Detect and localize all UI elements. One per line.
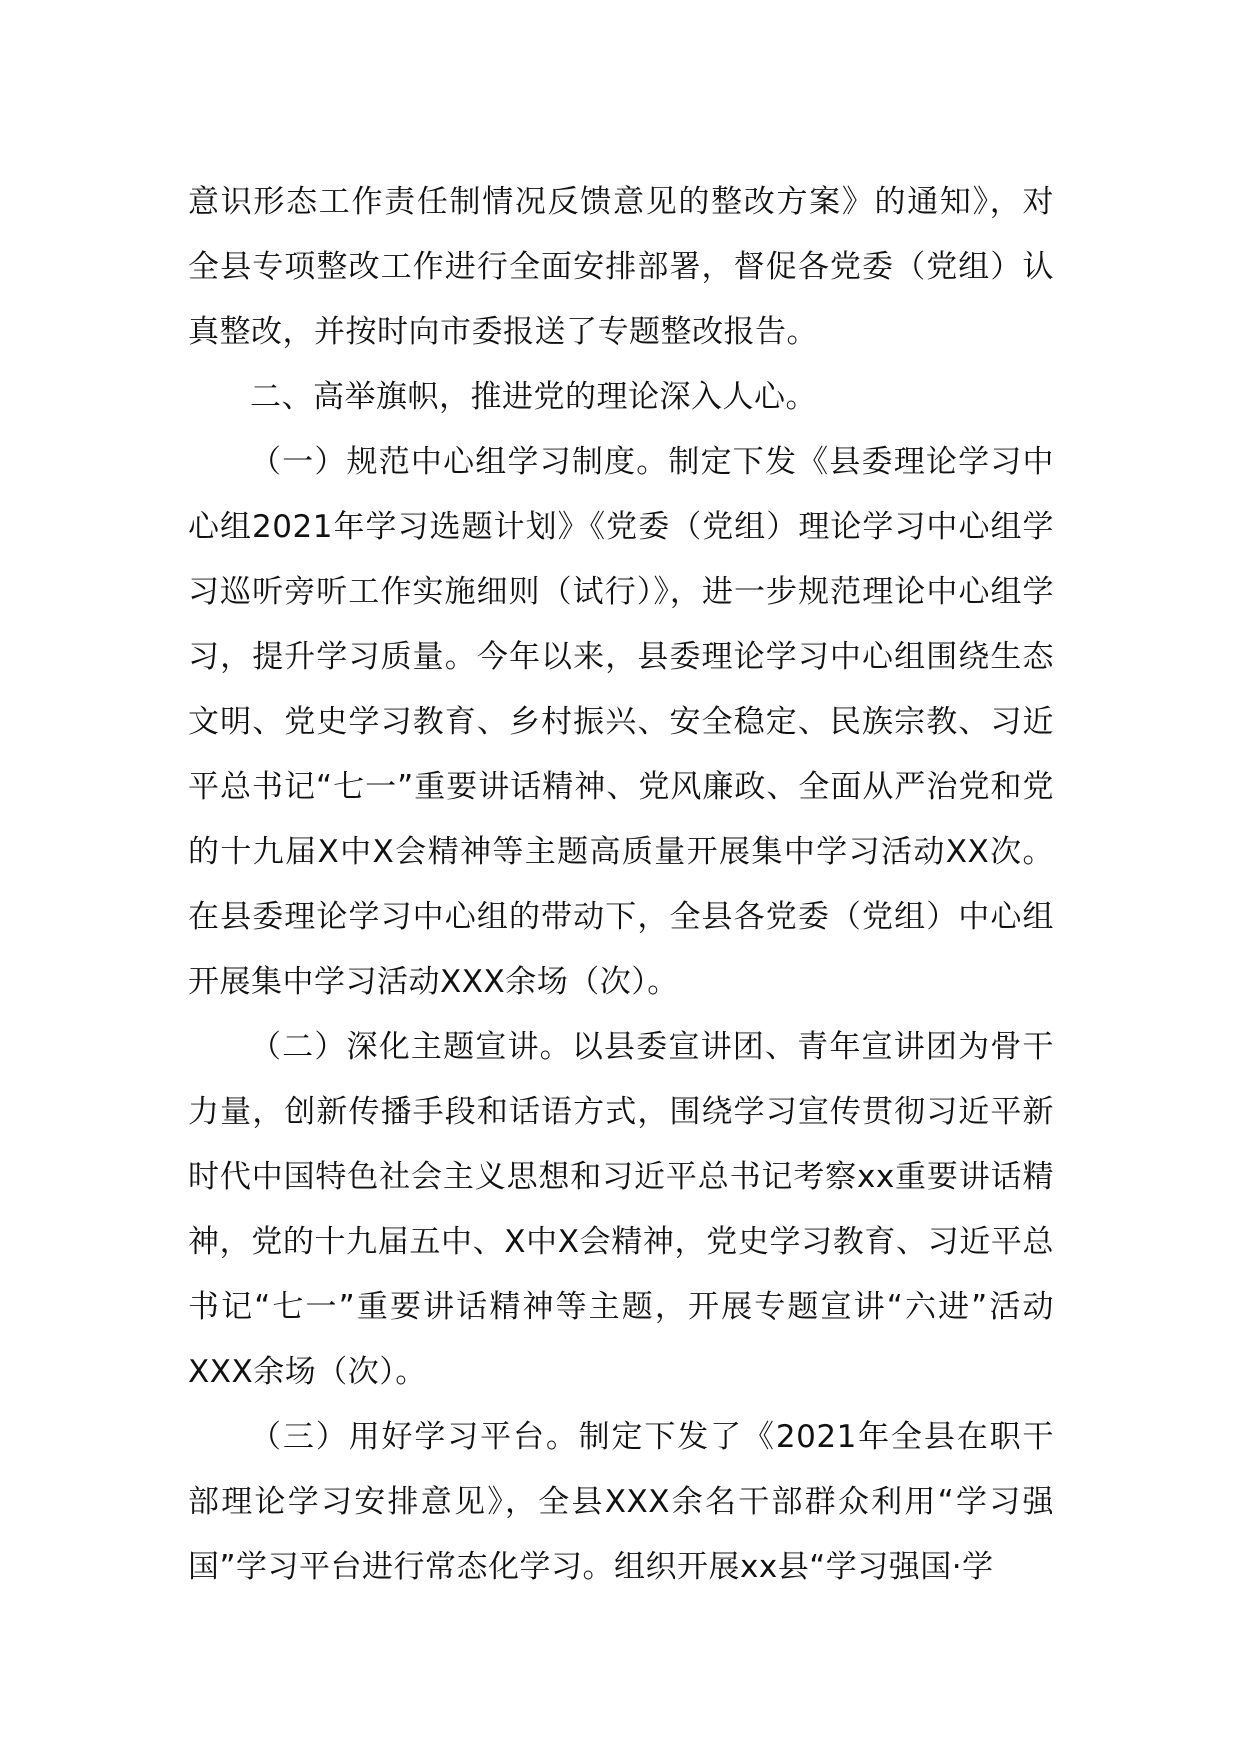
document-body (188, 170, 1054, 1600)
paragraph-study-system: （一）规范中心组学习制度。制定下发《县委理论学习中心组2021年学习选题计划》《党委（党组）理论学习中心组学习巡听旁听工作实施细则（试行）》，进一步规范理论中心组学习，提升学习质量。今年以来，县委理论学习中心组围绕生态文明、党史学习教育、乡村振兴、安全稳定、民族宗教、习近平总书记“七一”重要讲话精神、党风廉政、全面从严治党和党的十九届X中X会精神等主题高质量开展集中学习活动XX次。在县委理论学习中心组的带动下，全县各党委（党组）中心组开展集中学习活动XXX余场（次）。 (188, 444, 1054, 1000)
paragraph-theme-lectures: （二）深化主题宣讲。以县委宣讲团、青年宣讲团为骨干力量，创新传播手段和话语方式，围绕学习宣传贯彻习近平新时代中国特色社会主义思想和习近平总书记考察xx重要讲话精神，党的十九届五中、X中X会精神，党史学习教育、习近平总书记“七一”重要讲话精神等主题，开展专题宣讲“六进”活动XXX余场（次）。 (188, 1029, 1054, 1390)
section-heading: 二、高举旗帜，推进党的理论深入人心。 (250, 379, 817, 415)
paragraph-continuation: 意识形态工作责任制情况反馈意见的整改方案》的通知》，对全县专项整改工作进行全面安排部署，督促各党委（党组）认真整改，并按时向市委报送了专题整改报告。 (188, 184, 1054, 350)
paragraph-study-platform: （三）用好学习平台。制定下发了《2021年全县在职干部理论学习安排意见》，全县XXX余名干部群众利用“学习强国”学习平台进行常态化学习。组织开展xx县“学习强国·学 (188, 1419, 1054, 1585)
